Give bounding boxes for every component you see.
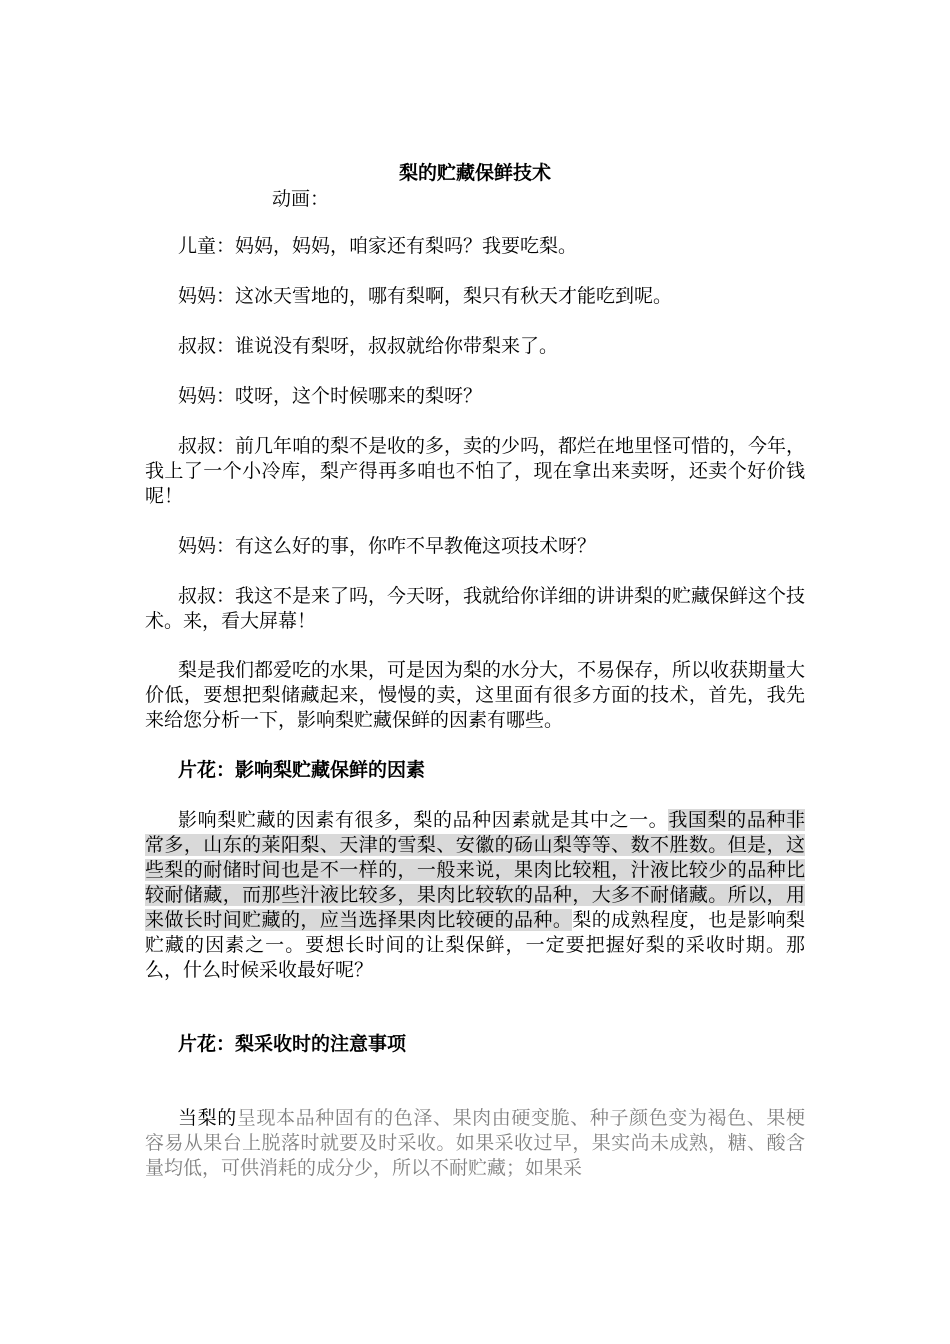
grey-text: 呈现本品种固有的色泽、果肉由硬变脆、种子颜色变为褐色、果梗容易从果台上脱落时就要及时采收。如果采收过早，果实尚未成熟，糖、酸含量均低，可供消耗的成分少，所以不耐贮藏；如果采 bbox=[145, 1107, 805, 1179]
dialogue-line: 妈妈：有这么好的事，你咋不早教俺这项技术呀？ bbox=[178, 535, 597, 557]
harvest-text: 当梨的 bbox=[178, 1107, 237, 1129]
factors-text: 影响梨贮藏的因素有很多，梨的品种因素就是其中之一。 bbox=[178, 809, 669, 831]
factors-text-continued: 梨的成熟程度，也是影响梨贮藏的因素之一。要想长时间的让梨保鲜，一定要把握好梨的采收时期。那么，什么时候采收最好呢？ bbox=[145, 909, 805, 981]
dialogue-line: 妈妈：这冰天雪地的，哪有梨啊，梨只有秋天才能吃到呢。 bbox=[178, 285, 673, 307]
dialogue-line: 叔叔：谁说没有梨呀，叔叔就给你带梨来了。 bbox=[178, 335, 559, 357]
highlighted-text: 我国梨的品种非常多，山东的莱阳梨、天津的雪梨、安徽的砀山梨等等、数不胜数。但是，这些梨的耐储时间也是不一样的，一般来说，果肉比较粗，汁液比较少的品种比较耐储藏，而那些汁液比较多，果肉比较软的品种，大多不耐储藏。所以，用来做长时间贮藏的，应当选择果肉比较硬的品种。 bbox=[145, 809, 805, 931]
dialogue-paragraph: 叔叔：我这不是来了吗，今天呀，我就给你详细的讲讲梨的贮藏保鲜这个技术。来，看大屏幕！ bbox=[145, 585, 806, 632]
harvest-paragraph bbox=[145, 1106, 805, 1181]
intro-paragraph: 梨是我们都爱吃的水果，可是因为梨的水分大，不易保存，所以收获期量大价低，要想把梨储藏起来，慢慢的卖，这里面有很多方面的技术，首先，我先来给您分析一下，影响梨贮藏保鲜的因素有哪些。 bbox=[145, 659, 806, 731]
section-heading: 片花：梨采收时的注意事项 bbox=[178, 1033, 407, 1055]
section-heading: 片花：影响梨贮藏保鲜的因素 bbox=[178, 759, 426, 781]
factors-paragraph bbox=[145, 808, 805, 983]
dialogue-paragraph: 叔叔：前几年咱的梨不是收的多，卖的少吗，都烂在地里怪可惜的，今年，我上了一个小冷库，梨产得再多咱也不怕了，现在拿出来卖呀，还卖个好价钱呢！ bbox=[145, 435, 806, 507]
dialogue-line: 儿童：妈妈，妈妈，咱家还有梨吗？我要吃梨。 bbox=[178, 235, 578, 257]
document-subtitle: 动画： bbox=[272, 188, 330, 210]
dialogue-line: 妈妈：哎呀，这个时候哪来的梨呀？ bbox=[178, 385, 483, 407]
document-title: 梨的贮藏保鲜技术 bbox=[398, 162, 551, 184]
